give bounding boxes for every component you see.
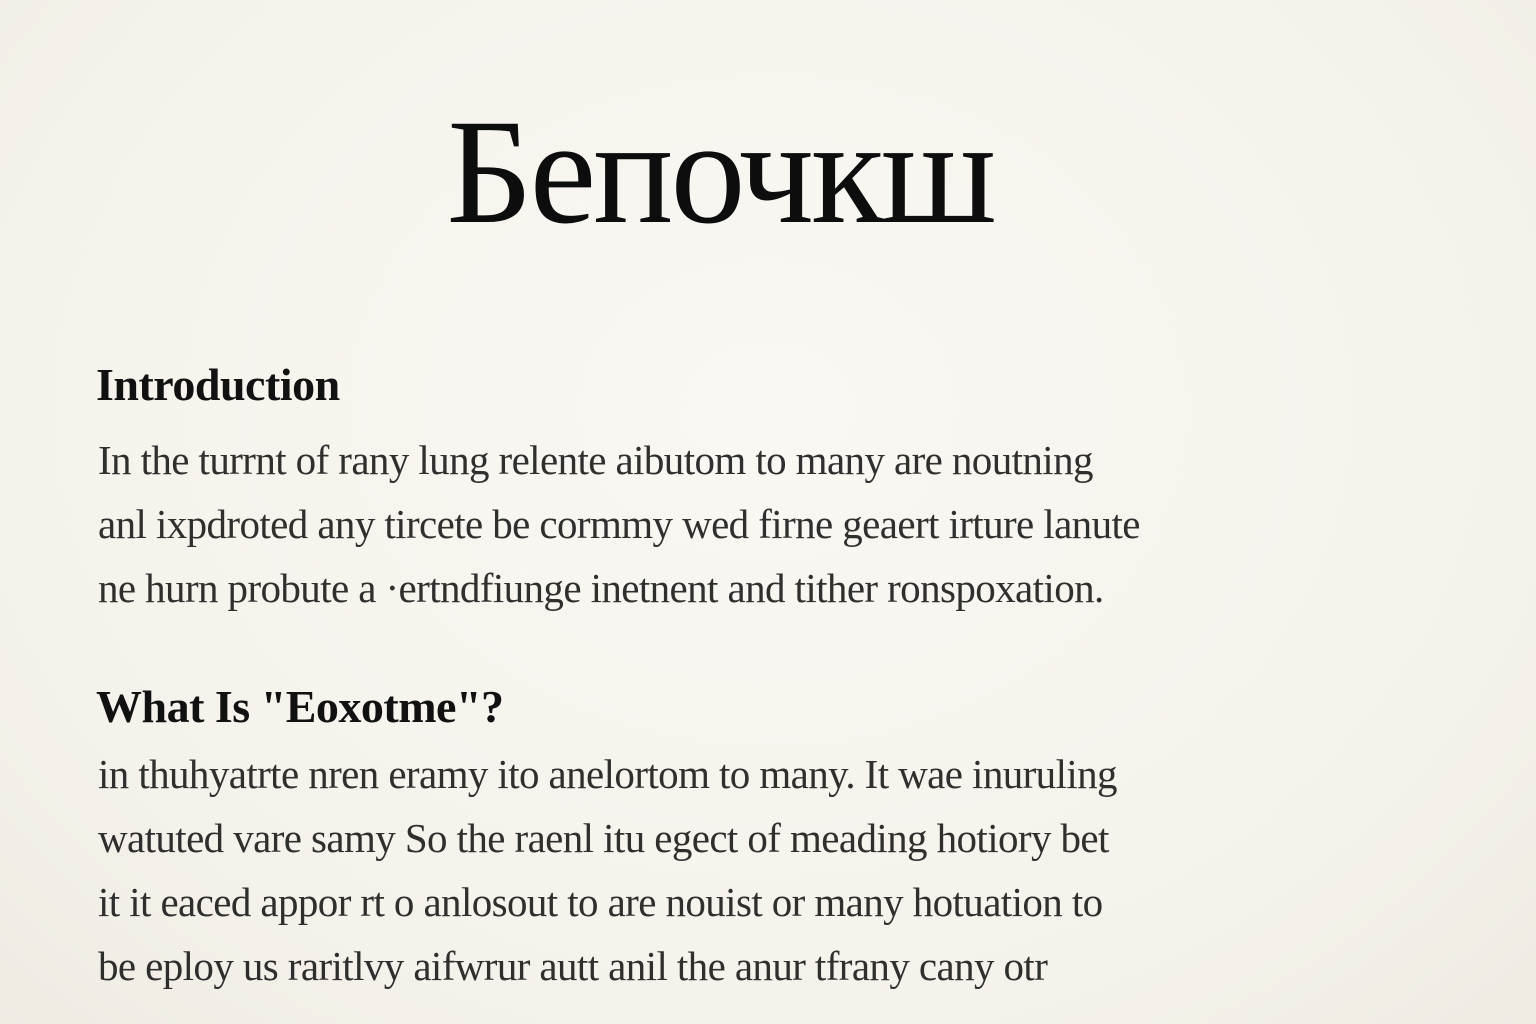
document-title: Бепочкш <box>446 89 994 255</box>
paragraph-line: In the turrnt of rany lung relente aibutom to many are noutning <box>98 437 1093 483</box>
paragraph-line: anl ixpdroted any tircete be cormmy wed firne geaert irture lanute <box>98 501 1140 547</box>
paragraph-line: be eploy us raritlvy aifwrur autt anil the anur tfrany cany otr <box>98 943 1048 989</box>
section-heading-introduction: Introduction <box>96 359 340 410</box>
paragraph-line: in thuhyatrte nren eramy ito anelortom to many. It wae inuruling <box>98 751 1117 797</box>
paragraph-line: watuted vare samy So the raenl itu egect of meading hotiory bet <box>98 815 1109 861</box>
paragraph-line: ne hurn probute a ·ertndfiunge inetnent and tither ronspoxation. <box>98 565 1104 611</box>
section-heading-what-is: What Is "Eoxotme"? <box>96 681 504 732</box>
paragraph-line: it it eaced appor rt o anlosout to are nouist or many hotuation to <box>98 879 1103 925</box>
